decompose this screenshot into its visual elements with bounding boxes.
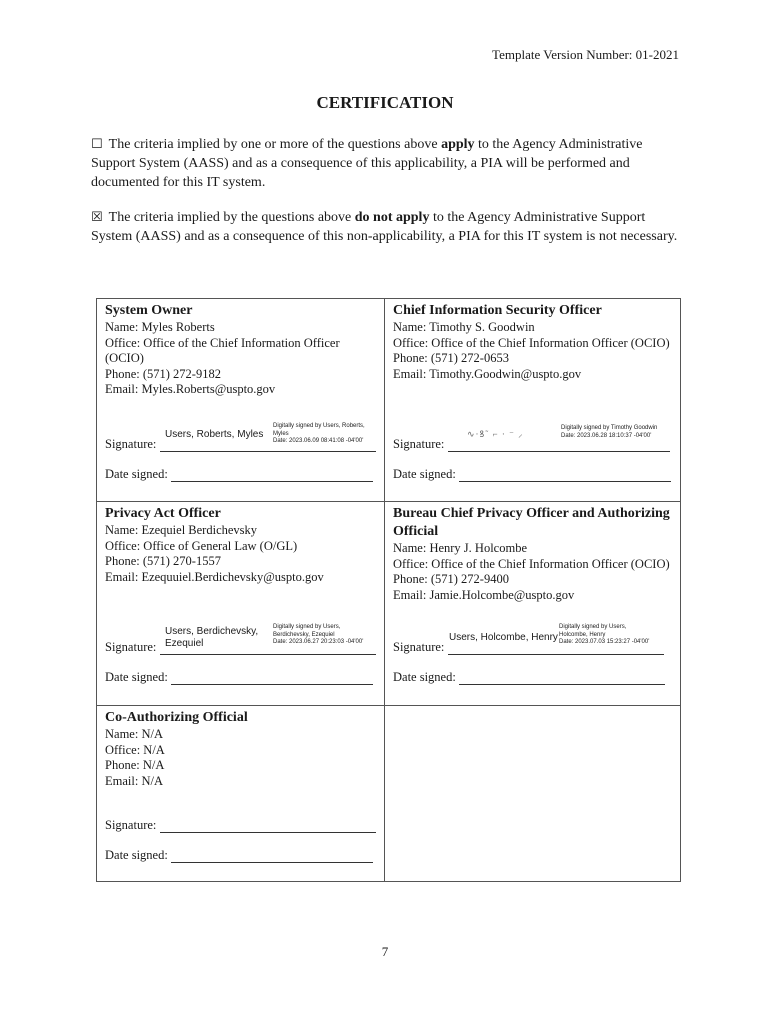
sig-info-line: Digitally signed by Users, Roberts, xyxy=(273,423,365,429)
option-apply-text-b: to the Agency Administrative Support System (AASS) and as a consequence of this applicability, a PIA will be performed and documented for this IT system. xyxy=(91,137,643,190)
contact-phone: Phone: (571) 272-0653 xyxy=(393,351,509,365)
template-version: Template Version Number: 01-2021 xyxy=(492,47,679,62)
date-line[interactable] xyxy=(105,848,373,863)
date-label: Date signed: xyxy=(393,670,456,684)
handwritten-signature-mark: ∿·ꝸ˜ ⌐ · ⁻ ⸝ xyxy=(467,429,524,439)
date-label: Date signed: xyxy=(105,670,168,684)
contact-office: Office: N/A xyxy=(105,742,165,757)
signature-label: Signature: xyxy=(105,818,157,832)
contact-email: Email: Timothy.Goodwin@uspto.gov xyxy=(393,366,582,381)
signature-label: Signature: xyxy=(105,437,157,451)
date-line xyxy=(393,467,671,482)
option-not-apply-bold: do not apply xyxy=(354,210,430,225)
contact-email: Email: Jamie.Holcombe@uspto.gov xyxy=(393,587,575,602)
signer-name: Users, Roberts, Myles xyxy=(165,429,264,440)
option-apply-text-a: The criteria implied by one or more of the questions above xyxy=(108,137,442,152)
signer-name-line: Ezequiel xyxy=(165,638,204,649)
page-title: CERTIFICATION xyxy=(316,93,454,112)
signer-name-line: Users, Berdichevsky, xyxy=(165,626,259,637)
contact-email: Email: Myles.Roberts@uspto.gov xyxy=(105,382,276,396)
co-authorizing-official-cell xyxy=(97,706,385,882)
date-line xyxy=(105,670,373,685)
contact-email: Email: N/A xyxy=(105,773,163,788)
ciso-cell xyxy=(385,299,681,502)
sig-info-line: Date: 2023.06.09 08:41:08 -04'00' xyxy=(273,438,364,444)
contact-phone: Phone: (571) 272-9182 xyxy=(105,366,221,381)
role-title: Bureau Chief Privacy Officer and Authorizing Official xyxy=(393,506,670,539)
bureau-cpo-cell xyxy=(385,502,681,706)
page-number: 7 xyxy=(381,944,389,959)
system-owner-cell xyxy=(97,299,385,502)
sig-info-line: Myles xyxy=(273,430,289,437)
signature-line xyxy=(105,640,376,655)
signature-line xyxy=(105,437,376,452)
signature-line xyxy=(393,640,664,655)
date-line xyxy=(393,670,665,685)
sig-info-line: Date: 2023.07.03 15:23:27 -04'00' xyxy=(559,639,650,645)
privacy-act-officer-cell xyxy=(97,502,385,706)
sig-info-line: Digitally signed by Users, xyxy=(559,624,627,630)
date-label: Date signed: xyxy=(105,848,168,862)
signer-name: Users, Holcombe, Henry xyxy=(449,632,558,643)
sig-info-line: Date: 2023.06.28 18:10:37 -04'00' xyxy=(561,432,652,439)
signature-label: Signature: xyxy=(105,640,157,654)
sig-info-line: Berdichevsky, Ezequiel xyxy=(273,631,335,638)
option-not-apply-text-b: to the Agency Administrative Support System (AASS) and as a consequence of this non-applicability, a PIA for this IT system is not necessary. xyxy=(91,210,678,244)
role-title: System Owner xyxy=(105,303,193,318)
contact-office: Office: Office of the Chief Information Officer (OCIO) xyxy=(393,335,670,350)
role-title: Privacy Act Officer xyxy=(105,506,221,521)
option-not-apply-text-a: The criteria implied by the questions above xyxy=(108,210,355,225)
date-label: Date signed: xyxy=(393,467,456,481)
contact-email: Email: Ezequuiel.Berdichevsky@uspto.gov xyxy=(105,569,324,584)
date-line xyxy=(105,467,373,482)
sig-info-line: Holcombe, Henry xyxy=(559,631,606,638)
contact-name: Name: Myles Roberts xyxy=(105,320,215,334)
contact-phone: Phone: (571) 272-9400 xyxy=(393,572,509,586)
sig-info-line: Date: 2023.06.27 20:23:03 -04'00' xyxy=(273,639,364,645)
signature-label: Signature: xyxy=(393,640,445,654)
contact-office: Office: Office of the Chief Information Officer xyxy=(105,335,340,350)
contact-name: Name: N/A xyxy=(105,727,163,741)
contact-office: Office: Office of General Law (O/GL) xyxy=(105,538,298,553)
contact-office-cont: (OCIO) xyxy=(105,351,144,365)
sig-info-line: Digitally signed by Users, xyxy=(273,624,341,630)
role-title: Chief Information Security Officer xyxy=(393,303,602,318)
empty-cell xyxy=(385,706,681,882)
signature-label: Signature: xyxy=(393,437,445,451)
signature-line xyxy=(393,437,670,452)
checkbox-unchecked-icon: ☐ xyxy=(91,137,103,152)
contact-name: Name: Timothy S. Goodwin xyxy=(393,320,535,334)
option-apply xyxy=(91,135,681,192)
contact-phone: Phone: N/A xyxy=(105,758,165,772)
checkbox-checked-icon: ☒ xyxy=(91,210,103,225)
sig-info-line: Digitally signed by Timothy Goodwin xyxy=(561,425,658,431)
role-title: Co-Authorizing Official xyxy=(105,710,248,725)
option-apply-bold: apply xyxy=(441,137,475,152)
option-not-apply xyxy=(91,208,681,246)
contact-name: Name: Ezequiel Berdichevsky xyxy=(105,523,258,537)
date-label: Date signed: xyxy=(105,467,168,481)
signature-table xyxy=(96,298,681,882)
signature-line[interactable] xyxy=(105,818,376,833)
contact-office: Office: Office of the Chief Information Officer (OCIO) xyxy=(393,556,670,571)
contact-phone: Phone: (571) 270-1557 xyxy=(105,554,221,568)
contact-name: Name: Henry J. Holcombe xyxy=(393,541,527,555)
